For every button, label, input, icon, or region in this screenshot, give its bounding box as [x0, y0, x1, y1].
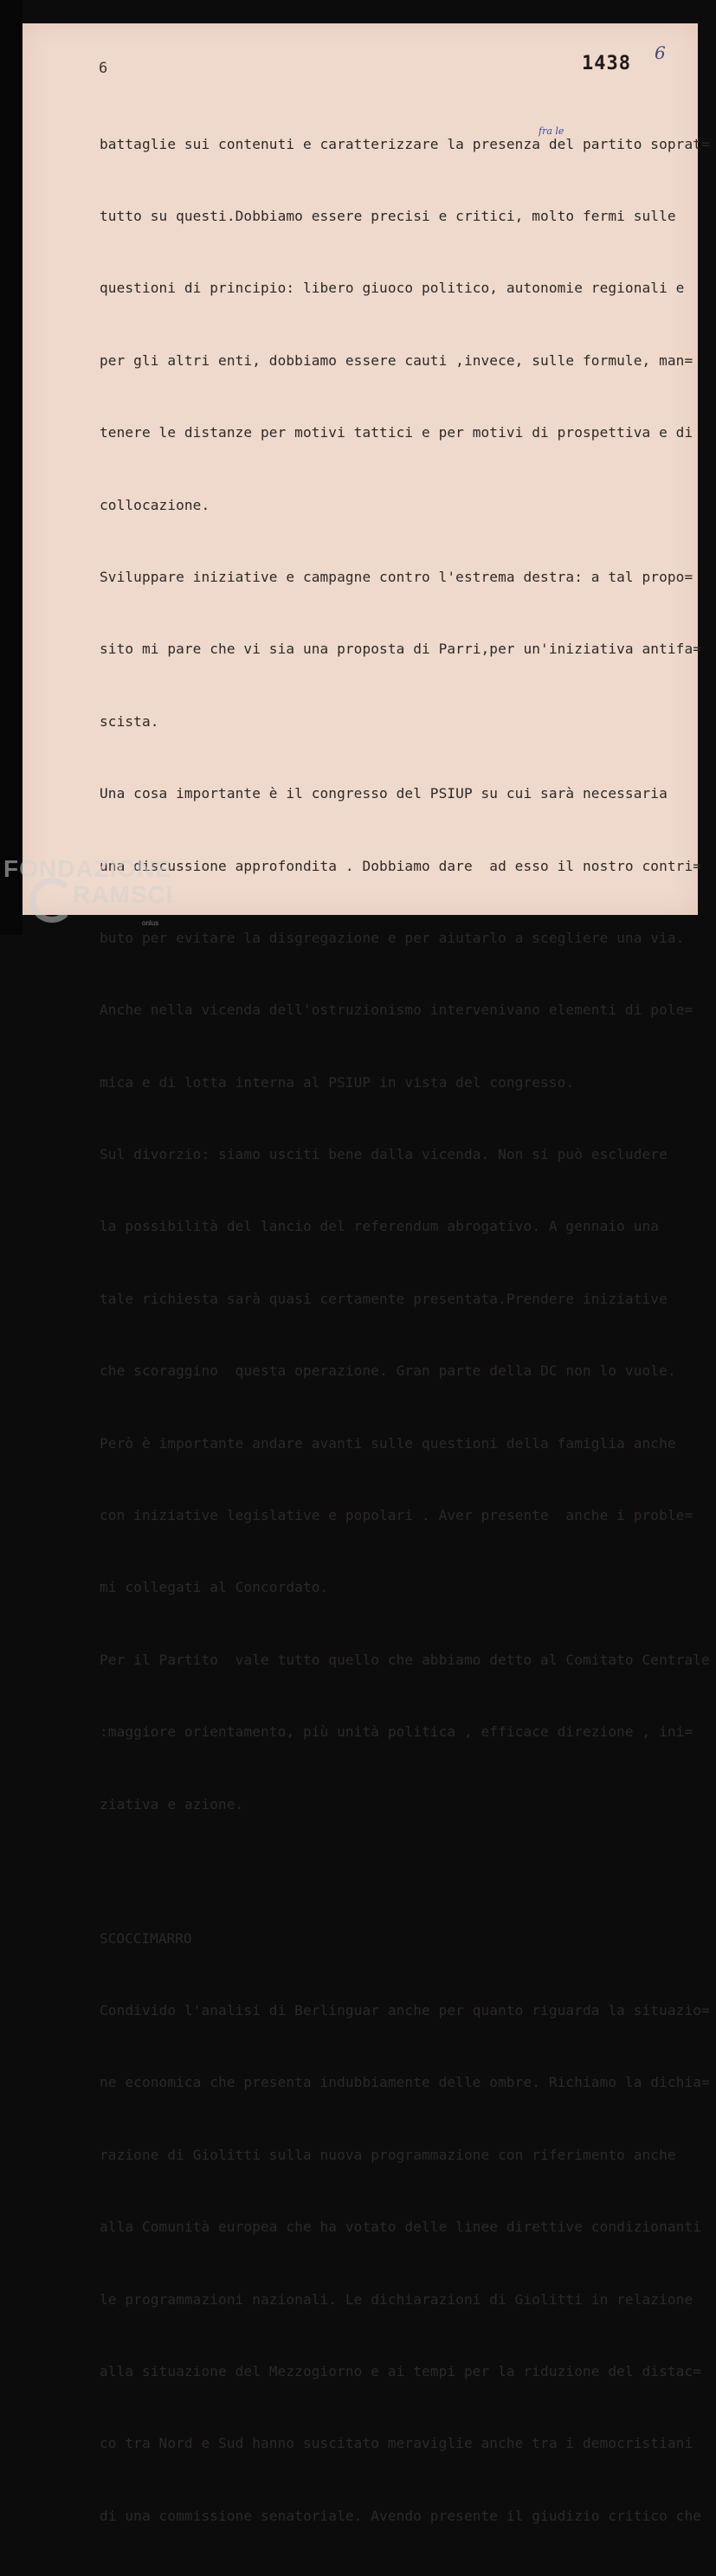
- text-line: Una cosa importante è il congresso del PSIUP su cui sarà necessaria: [100, 785, 668, 802]
- text-line: alla Comunità europea che ha votato delle linee direttive condizionanti: [100, 2219, 702, 2236]
- text-line: tutto su questi.Dobbiamo essere precisi e critici, molto fermi sulle: [100, 207, 676, 224]
- text-line: scista.: [100, 712, 159, 730]
- text-line: questioni di principio: libero giuoco politico, autonomie regionali e: [100, 280, 685, 297]
- text-line: le programmazioni nazionali. Le dichiarazioni di Giolitti in relazione: [100, 2290, 693, 2308]
- text-line: co tra Nord e Sud hanno suscitato meraviglie anche tra i democristiani: [100, 2435, 693, 2452]
- scan-border: [0, 0, 23, 935]
- text-line: ne economica che presenta indubbiamente delle ombre. Richiamo la dichia=: [100, 2074, 710, 2091]
- text-line: Per il Partito vale tutto quello che abbiamo detto al Comitato Centrale: [100, 1651, 710, 1668]
- text-line: :maggiore orientamento, più unità politica , efficace direzione , ini=: [100, 1723, 693, 1741]
- page-header: [23, 23, 698, 84]
- text-line: mica e di lotta interna al PSIUP in vista del congresso.: [100, 1073, 575, 1091]
- text-line: una discussione approfondita . Dobbiamo dare ad esso il nostro contri=: [100, 857, 702, 874]
- text-line: buto per evitare la disgregazione e per aiutarlo a scegliere una via.: [100, 929, 685, 946]
- watermark-text-top: FONDAZIONE: [3, 855, 173, 882]
- text-line: razione di Giolitti sulla nuova programmazione con riferimento anche: [100, 2146, 676, 2163]
- watermark-g-icon: [29, 878, 74, 923]
- speaker-heading: SCOCCIMARRO: [100, 1929, 192, 1947]
- text-line: Sul divorzio: siamo usciti bene dalla vicenda. Non si può escludere: [100, 1146, 668, 1163]
- text-line: tale richiesta sarà quasi certamente presentata.Prendere iniziative: [100, 1290, 668, 1307]
- typewritten-body: [100, 84, 710, 2576]
- text-line: con iniziative legislative e popolari . Aver presente anche i proble=: [100, 1507, 693, 1524]
- handwritten-page-number: 6: [655, 42, 666, 63]
- text-line: mi collegati al Concordato.: [100, 1579, 329, 1596]
- text-line: che scoraggino questa operazione. Gran parte della DC non lo vuole.: [100, 1362, 676, 1380]
- archive-watermark-logo: [2, 855, 210, 933]
- text-line: ziativa e azione.: [100, 1795, 244, 1813]
- text-line: alla situazione del Mezzogiorno e ai tempi per la riduzione del distac=: [100, 2362, 702, 2380]
- text-line: Però è importante andare avanti sulle questioni della famiglia anche: [100, 1434, 676, 1452]
- watermark-onlus: onlus: [142, 919, 159, 927]
- text-line: Sviluppare iniziative e campagne contro l'estrema destra: a tal propo=: [100, 568, 693, 585]
- text-line: la possibilità del lancio del referendum abrogativo. A gennaio una: [100, 1218, 660, 1235]
- text-line: battaglie sui contenuti e caratterizzare la presenza del partito soprat=: [100, 135, 710, 152]
- page-number: 6: [99, 60, 108, 77]
- text-line: per gli altri enti, dobbiamo essere cauti ,invece, sulle formule, man=: [100, 351, 693, 369]
- interlinear-handwritten-note: fra le: [539, 126, 564, 137]
- archive-stamp-number: 1438: [582, 53, 631, 74]
- text-line: collocazione.: [100, 496, 210, 513]
- text-line: tenere le distanze per motivi tattici e per motivi di prospettiva e di: [100, 424, 693, 441]
- watermark-text-bottom: RAMSCI: [73, 881, 174, 908]
- text-line: Anche nella vicenda dell'ostruzionismo intervenivano elementi di pole=: [100, 1001, 693, 1019]
- text-line: di una commissione senatoriale. Avendo presente il giudizio critico che: [100, 2507, 702, 2524]
- text-line: sito mi pare che vi sia una proposta di Parri,per un'iniziativa antifa=: [100, 641, 702, 658]
- text-line: Condivido l'analisi di Berlinguar anche per quanto riguarda la situazio=: [100, 2001, 710, 2019]
